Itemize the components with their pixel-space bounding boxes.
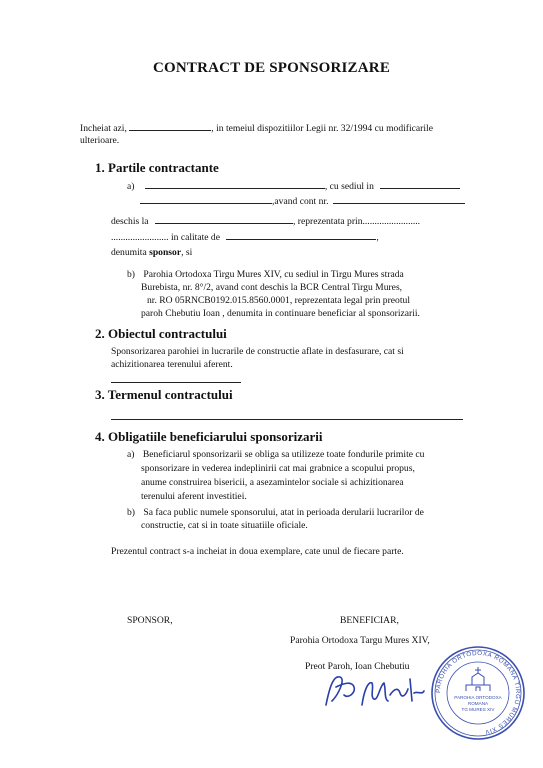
obligation-b-text-1: Sa faca public numele sponsorului, atat in perioada derularii lucrarilor de bbox=[143, 507, 424, 518]
party-a-address-blank bbox=[140, 194, 272, 204]
party-a-line-3 bbox=[111, 214, 420, 228]
party-b-text-3: nr. RO 05RNCB0192.015.8560.0001, reprezentata legal prin preotul bbox=[147, 295, 410, 306]
obligation-b-line-1 bbox=[127, 506, 424, 519]
beneficiar-label: BENEFICIAR, bbox=[340, 615, 399, 626]
intro-text-b: , in temeiul dispozitiilor Legii nr. 32/1994 cu modificarile bbox=[211, 123, 433, 134]
obligation-a-text-3: anume construirea bisericii, a asezamintelor sociale si achizitionarea bbox=[141, 477, 404, 488]
section-3-heading: 3. Termenul contractului bbox=[95, 387, 233, 402]
party-b-label: b) bbox=[127, 269, 135, 280]
party-a-calitate-comma: , bbox=[376, 232, 379, 243]
obligation-a-line-1 bbox=[127, 448, 424, 461]
signature-image bbox=[318, 665, 428, 715]
obligation-a-text-2: sponsorizare in vederea indeplinirii cat mai grabnice a scopului propus, bbox=[141, 463, 415, 474]
obligation-a-text-1: Beneficiarul sponsorizarii se obliga sa utilizeze toate fondurile primite cu bbox=[142, 449, 425, 460]
section-2-heading: 2. Obiectul contractului bbox=[95, 326, 227, 341]
party-a-line-2 bbox=[140, 194, 465, 208]
party-a-calitate-blank bbox=[226, 230, 376, 240]
party-a-deschis-text: deschis la bbox=[111, 216, 149, 227]
party-a-denumita-text: denumita bbox=[111, 247, 150, 258]
party-a-line-5 bbox=[111, 246, 192, 259]
party-a-si-text: , si bbox=[181, 247, 193, 258]
intro-line-1 bbox=[80, 121, 433, 135]
party-a-repr-text: , reprezentata prin bbox=[292, 216, 363, 227]
party-a-label: a) bbox=[127, 181, 135, 192]
party-b-text-2: Burebista, nr. 8°/2, avand cont deschis la BCR Central Tirgu Mures, bbox=[141, 282, 403, 293]
parish-stamp bbox=[430, 645, 526, 741]
stamp-outer-text: PAROHIA ORTODOXA ROMANA TIRGU MURES XIV bbox=[434, 649, 522, 736]
party-a-sponsor-word: sponsor bbox=[149, 247, 182, 258]
beneficiar-org: Parohia Ortodoxa Targu Mures XIV, bbox=[290, 635, 430, 646]
party-a-calitate-text: in calitate de bbox=[168, 232, 220, 243]
obligation-a-label: a) bbox=[127, 449, 135, 460]
section-2-rule bbox=[111, 382, 241, 383]
date-blank bbox=[129, 121, 211, 131]
party-b-line-1 bbox=[127, 268, 404, 281]
party-a-name-blank bbox=[145, 179, 325, 189]
stamp-inner-text-1: PAROHIA ORTODOXA bbox=[454, 695, 502, 700]
closing-text: Prezentul contract s-a incheiat in doua exemplare, cate unul de fiecare parte. bbox=[111, 546, 404, 557]
party-a-sediu-text: , cu sediul in bbox=[324, 181, 374, 192]
sponsor-label: SPONSOR, bbox=[127, 615, 173, 626]
section-2-text-2: achizitionarea terenului aferent. bbox=[111, 359, 233, 370]
party-b-text-4: paroh Chebutiu Ioan , denumita in continuare beneficiar al sponsorizarii. bbox=[141, 308, 420, 319]
party-a-cont-text: ,avand cont nr. bbox=[272, 196, 329, 207]
party-a-repr-dots: ........................ bbox=[362, 216, 421, 227]
party-a-sediu-blank bbox=[380, 179, 460, 189]
intro-text-a: Incheiat azi, bbox=[80, 123, 127, 134]
beneficiar-signer: Preot Paroh, Ioan Chebutiu bbox=[305, 661, 410, 672]
party-a-cont-blank bbox=[333, 194, 465, 204]
party-a-line-1 bbox=[127, 179, 460, 193]
party-b-text-1: Parohia Ortodoxa Tirgu Mures XIV, cu sediul in Tirgu Mures strada bbox=[143, 269, 404, 280]
section-1-heading: 1. Partile contractante bbox=[95, 160, 219, 175]
party-a-name-dots: ........................ bbox=[111, 232, 169, 243]
section-2-text-1: Sponsorizarea parohiei in lucrarile de constructie aflate in desfasurare, cat si bbox=[111, 346, 404, 357]
obligation-b-text-2: constructie, cat si in toate situatiile oficiale. bbox=[141, 520, 308, 531]
obligation-b-label: b) bbox=[127, 507, 135, 518]
stamp-inner-text-3: TG MURES XIV bbox=[461, 707, 495, 712]
intro-text-c: ulterioare. bbox=[80, 135, 120, 146]
party-a-bank-blank bbox=[155, 214, 293, 224]
section-4-heading: 4. Obligatiile beneficiarului sponsorizarii bbox=[95, 429, 323, 444]
church-icon bbox=[466, 667, 490, 691]
document-title: CONTRACT DE SPONSORIZARE bbox=[152, 60, 391, 76]
party-a-line-4 bbox=[111, 230, 379, 244]
section-3-rule bbox=[111, 419, 463, 420]
obligation-a-text-4: terenului aferent investitiei. bbox=[141, 491, 247, 502]
stamp-inner-text-2: ROMANA bbox=[467, 701, 489, 706]
